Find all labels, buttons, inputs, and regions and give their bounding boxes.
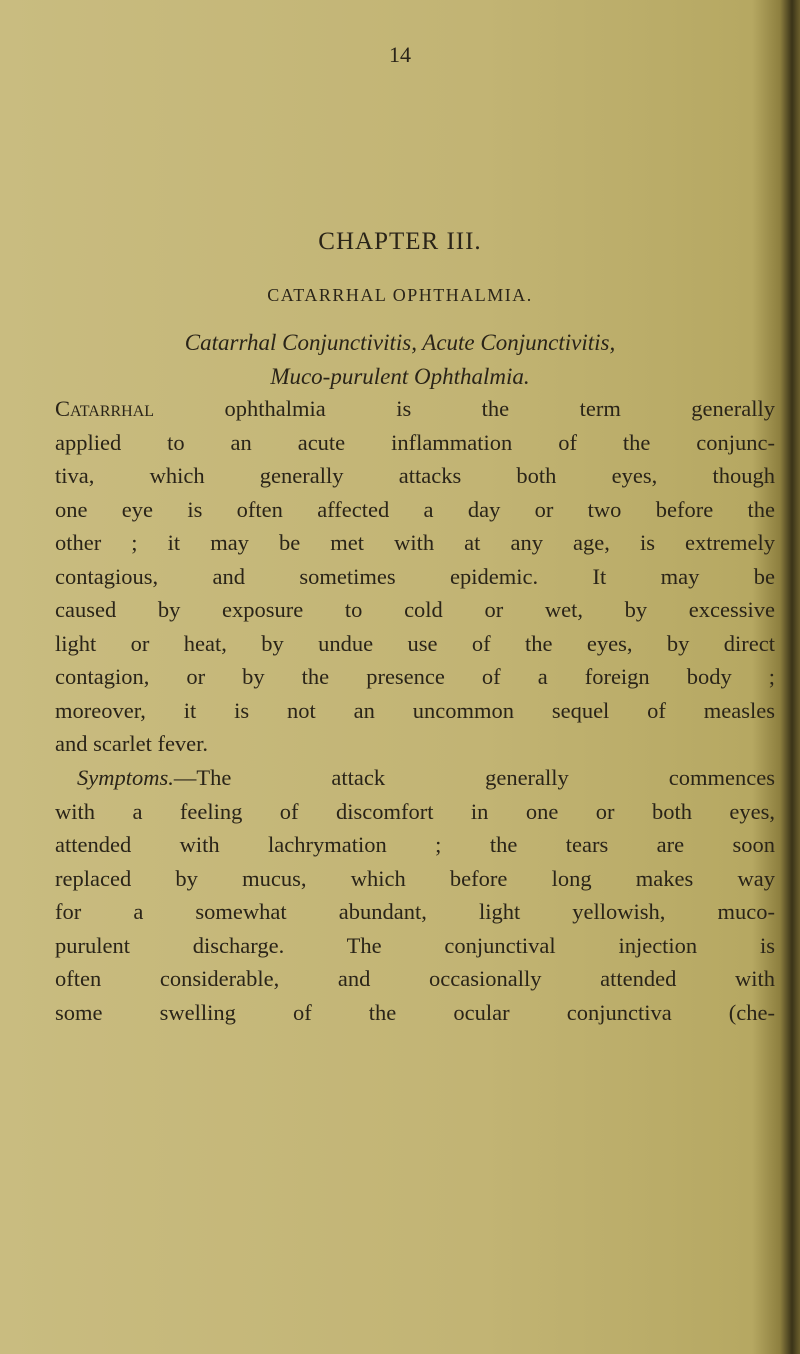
text-line: one eye is often affected a day or two before the bbox=[55, 496, 775, 522]
text-line: caused by exposure to cold or wet, by excessive bbox=[55, 597, 775, 623]
synonyms-line-2: Muco-purulent Ophthalmia. bbox=[270, 364, 530, 389]
text-line: purulent discharge. The conjunctival injection is bbox=[55, 932, 775, 958]
section-label: Symptoms. bbox=[77, 765, 174, 791]
chapter-subtitle: CATARRHAL OPHTHALMIA. bbox=[267, 285, 533, 305]
text-line bbox=[55, 392, 775, 426]
text-line: tiva, which generally attacks both eyes, though bbox=[55, 463, 775, 489]
text-line: contagion, or by the presence of a foreign body ; bbox=[55, 664, 775, 690]
text-line: replaced by mucus, which before long makes way bbox=[55, 865, 775, 891]
text-line: for a somewhat abundant, light yellowish, muco- bbox=[55, 899, 775, 925]
chapter-heading: CHAPTER III. bbox=[318, 228, 482, 255]
text-line: applied to an acute inflammation of the conjunc- bbox=[55, 429, 775, 455]
text-line: contagious, and sometimes epidemic. It may be bbox=[55, 563, 775, 589]
page-number: 14 bbox=[389, 42, 411, 67]
text-fragment: —The attack generally commences bbox=[173, 765, 775, 791]
text-line: often considerable, and occasionally attended with bbox=[55, 966, 775, 992]
text-line: with a feeling of discomfort in one or both eyes, bbox=[55, 798, 775, 824]
lead-word: Catarrhal bbox=[55, 396, 155, 421]
text-line: light or heat, by undue use of the eyes, by direct bbox=[55, 630, 775, 656]
text-line bbox=[55, 761, 775, 795]
text-fragment: ophthalmia is the term generally bbox=[154, 396, 775, 421]
synonyms-line-1: Catarrhal Conjunctivitis, Acute Conjunctivitis, bbox=[184, 330, 616, 355]
text-line: other ; it may be met with at any age, is extremely bbox=[55, 530, 775, 556]
text-line: some swelling of the ocular conjunctiva (che- bbox=[55, 999, 775, 1025]
text-line: and scarlet fever. bbox=[55, 731, 209, 757]
text-line: moreover, it is not an uncommon sequel of measles bbox=[55, 697, 775, 723]
text-line: attended with lachrymation ; the tears are soon bbox=[55, 832, 775, 858]
body-text bbox=[55, 392, 775, 1029]
